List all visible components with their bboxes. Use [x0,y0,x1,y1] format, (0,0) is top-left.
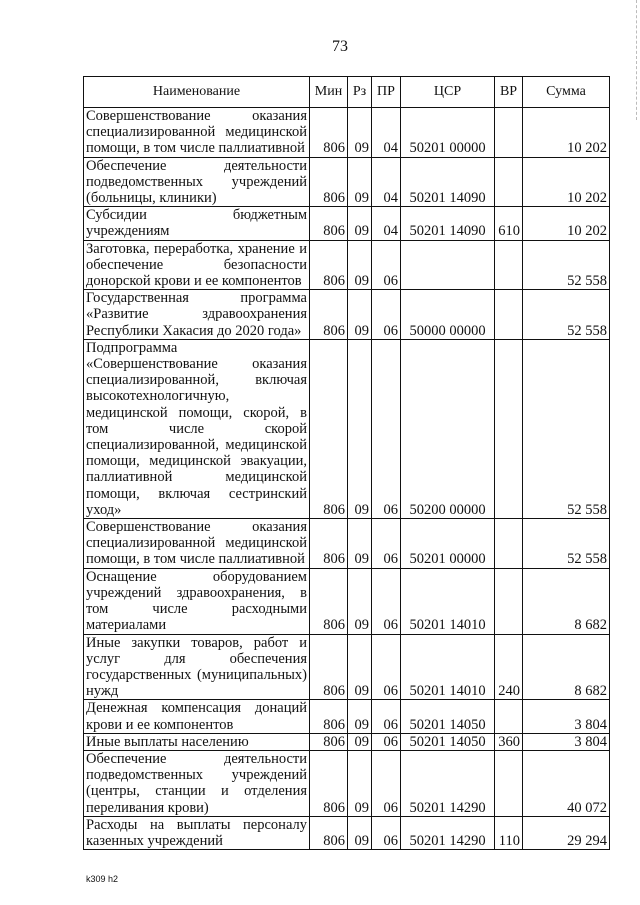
row-vr [495,240,523,290]
table-row [84,157,610,207]
row-rz: 09 [348,634,372,700]
row-min: 806 [310,568,348,634]
row-csr [401,240,495,290]
budget-table [83,76,610,850]
row-pr: 06 [372,733,401,750]
table-row [84,700,610,733]
table-row [84,568,610,634]
row-csr: 50201 14090 [401,157,495,207]
row-name: Оснащение оборудованием учреждений здравоохранения, в том числе расходными материалами [84,568,310,634]
row-sum: 3 804 [523,700,610,733]
row-sum: 52 558 [523,290,610,340]
row-name: Расходы на выплаты персоналу казенных учреждений [84,816,310,849]
row-rz: 09 [348,519,372,569]
row-rz: 09 [348,339,372,518]
table-row [84,519,610,569]
row-name: Совершенствование оказания специализированной медицинской помощи, в том числе паллиативной [84,108,310,158]
row-vr [495,157,523,207]
row-sum: 52 558 [523,240,610,290]
row-min: 806 [310,733,348,750]
row-csr: 50201 00000 [401,108,495,158]
row-csr: 50201 14290 [401,816,495,849]
row-rz: 09 [348,240,372,290]
header-sum: Сумма [523,77,610,108]
row-rz: 09 [348,157,372,207]
table-row [84,750,610,816]
row-name: Совершенствование оказания специализированной медицинской помощи, в том числе паллиативной [84,519,310,569]
row-sum: 10 202 [523,207,610,240]
row-name: Государственная программа «Развитие здравоохранения Республики Хакасия до 2020 года» [84,290,310,340]
row-csr: 50201 14090 [401,207,495,240]
row-name: Заготовка, переработка, хранение и обеспечение безопасности донорской крови и ее компонентов [84,240,310,290]
row-pr: 06 [372,568,401,634]
header-vr: ВР [495,77,523,108]
row-csr: 50200 00000 [401,339,495,518]
row-vr [495,108,523,158]
row-csr: 50201 14010 [401,568,495,634]
row-min: 806 [310,290,348,340]
row-vr [495,519,523,569]
row-min: 806 [310,240,348,290]
table-row [84,733,610,750]
table-body [84,108,610,850]
row-csr: 50201 14010 [401,634,495,700]
row-rz: 09 [348,290,372,340]
table-row [84,108,610,158]
row-sum: 3 804 [523,733,610,750]
row-name: Обеспечение деятельности подведомственных учреждений (больницы, клиники) [84,157,310,207]
row-vr [495,700,523,733]
header-name: Наименование [84,77,310,108]
row-min: 806 [310,519,348,569]
row-pr: 06 [372,240,401,290]
row-name: Субсидии бюджетным учреждениям [84,207,310,240]
row-min: 806 [310,634,348,700]
row-vr: 610 [495,207,523,240]
row-pr: 06 [372,700,401,733]
row-vr [495,750,523,816]
row-pr: 04 [372,157,401,207]
row-name: Подпрограмма «Совершенствование оказания специализированной, включая высокотехнологичную, медицинской помощи, скорой, в том числе скорой специализированной, медицинской помощи, медицинской эвакуации, паллиативной медицинской помощи, включая сестринский уход» [84,339,310,518]
page-number: 73 [332,38,348,55]
row-sum: 8 682 [523,568,610,634]
row-min: 806 [310,207,348,240]
row-min: 806 [310,108,348,158]
row-sum: 40 072 [523,750,610,816]
row-pr: 06 [372,290,401,340]
row-name: Обеспечение деятельности подведомственных учреждений (центры, станции и отделения переливания крови) [84,750,310,816]
row-pr: 06 [372,634,401,700]
row-pr: 04 [372,108,401,158]
row-rz: 09 [348,108,372,158]
row-csr: 50201 14050 [401,733,495,750]
table-header-row [84,77,610,108]
row-rz: 09 [348,750,372,816]
table-row [84,240,610,290]
row-csr: 50201 14050 [401,700,495,733]
row-csr: 50201 00000 [401,519,495,569]
row-vr: 360 [495,733,523,750]
table-row [84,207,610,240]
header-min: Мин [310,77,348,108]
row-vr: 240 [495,634,523,700]
row-pr: 06 [372,339,401,518]
row-sum: 8 682 [523,634,610,700]
row-pr: 06 [372,750,401,816]
row-vr [495,339,523,518]
table-row [84,634,610,700]
row-pr: 06 [372,816,401,849]
row-sum: 10 202 [523,157,610,207]
row-pr: 04 [372,207,401,240]
row-csr: 50201 14290 [401,750,495,816]
row-csr: 50000 00000 [401,290,495,340]
row-min: 806 [310,750,348,816]
row-vr: 110 [495,816,523,849]
header-csr: ЦСР [401,77,495,108]
table-row [84,816,610,849]
row-sum: 10 202 [523,108,610,158]
row-name: Иные закупки товаров, работ и услуг для обеспечения государственных (муниципальных) нужд [84,634,310,700]
row-rz: 09 [348,207,372,240]
row-name: Иные выплаты населению [84,733,310,750]
row-name: Денежная компенсация донаций крови и ее компонентов [84,700,310,733]
row-min: 806 [310,157,348,207]
row-rz: 09 [348,700,372,733]
row-vr [495,568,523,634]
scan-edge-mark [635,0,637,120]
header-pr: ПР [372,77,401,108]
row-min: 806 [310,339,348,518]
row-sum: 52 558 [523,519,610,569]
row-pr: 06 [372,519,401,569]
row-vr [495,290,523,340]
footer-code: k309 h2 [86,874,119,884]
table-row [84,290,610,340]
row-min: 806 [310,816,348,849]
row-rz: 09 [348,816,372,849]
header-rz: Рз [348,77,372,108]
row-sum: 52 558 [523,339,610,518]
row-rz: 09 [348,568,372,634]
row-sum: 29 294 [523,816,610,849]
table-row [84,339,610,518]
row-rz: 09 [348,733,372,750]
row-min: 806 [310,700,348,733]
